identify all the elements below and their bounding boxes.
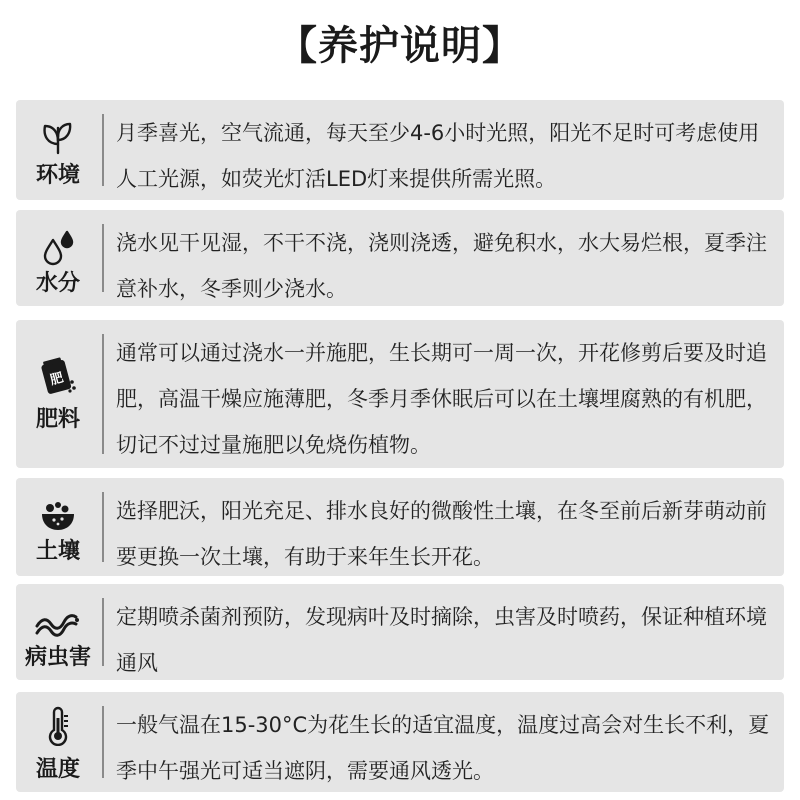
thermometer-icon	[38, 706, 78, 746]
section-text: 一般气温在15-30°C为花生长的适宜温度，温度过高会对生长不利，夏季中午强光可适当遮阴，需要通风透光。	[116, 713, 770, 783]
care-card-temperature	[16, 692, 784, 792]
section-text: 月季喜光，空气流通，每天至少4-6小时光照，阳光不足时可考虑使用人工光源，如荧光灯活LED灯来提供所需光照。	[116, 121, 760, 191]
care-card-fertilizer	[16, 320, 784, 468]
soil-bowl-icon	[38, 494, 78, 534]
leaf-icon	[38, 116, 78, 156]
care-card-water	[16, 210, 784, 306]
worm-icon	[34, 600, 82, 640]
section-label: 温度	[35, 757, 80, 782]
section-label: 病虫害	[24, 645, 91, 670]
section-label: 肥料	[35, 407, 80, 432]
divider	[102, 224, 104, 292]
section-text: 选择肥沃，阳光充足、排水良好的微酸性土壤，在冬至前后新芽萌动前要更换一次土壤，有助于来年生长开花。	[116, 499, 767, 569]
section-text: 通常可以通过浇水一并施肥，生长期可一周一次，开花修剪后要及时追肥，高温干燥应施薄肥，冬季月季休眠后可以在土壤埋腐熟的有机肥，切记不过过量施肥以免烧伤植物。	[116, 341, 767, 457]
divider	[102, 114, 104, 186]
fertilizer-icon-text: 肥	[48, 370, 66, 389]
section-text: 定期喷杀菌剂预防，发现病叶及时摘除，虫害及时喷药，保证种植环境通风	[116, 605, 767, 675]
care-card-pests	[16, 584, 784, 680]
section-text: 浇水见干见湿，不干不浇，浇则浇透，避免积水，水大易烂根，夏季注意补水，冬季则少浇水。	[116, 231, 767, 301]
fertilizer-bag-icon	[38, 356, 78, 396]
section-label: 环境	[35, 163, 80, 188]
section-label: 水分	[35, 271, 80, 296]
section-label: 土壤	[35, 539, 80, 564]
page-title: 【养护说明】	[277, 23, 523, 69]
water-drops-icon	[38, 226, 78, 266]
divider	[102, 334, 104, 454]
divider	[102, 598, 104, 666]
divider	[102, 706, 104, 778]
care-card-environment	[16, 100, 784, 200]
care-card-soil	[16, 478, 784, 576]
divider	[102, 492, 104, 562]
